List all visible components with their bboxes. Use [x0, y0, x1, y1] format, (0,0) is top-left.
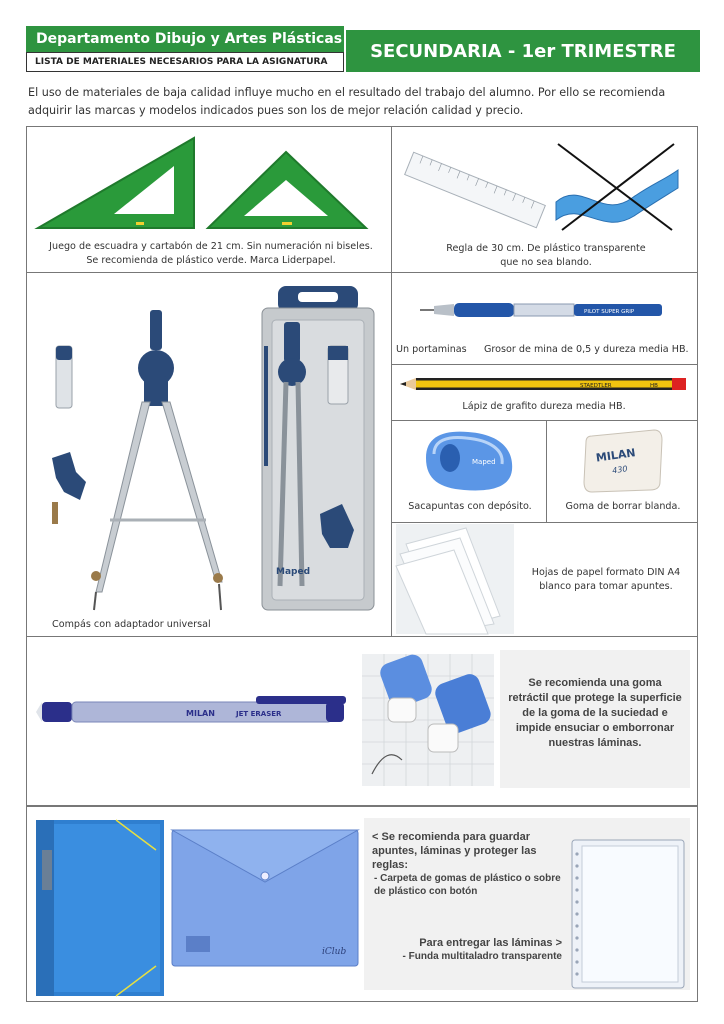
ruler-caption-line1: Regla de 30 cm. De plástico transparente	[446, 243, 646, 254]
button-envelope-image	[172, 830, 358, 966]
compass-caption: Compás con adaptador universal	[52, 619, 211, 630]
eraser-model-label: 430	[611, 464, 629, 476]
folders-recommend-title: < Se recomienda para guardar apuntes, láminas y proteger las reglas:	[372, 831, 537, 871]
list-title: LISTA DE MATERIALES NECESARIOS PARA LA ASIGNATURA	[26, 52, 344, 72]
level-banner: SECUNDARIA - 1er TRIMESTRE	[346, 30, 700, 72]
eraser-caption: Goma de borrar blanda.	[565, 501, 681, 512]
folders-deliver	[370, 936, 562, 963]
retractable-model-label: JET ERASER	[236, 710, 282, 718]
paper-caption	[518, 566, 694, 594]
portaminas-brand-label: PILOT SUPER GRIP	[584, 309, 635, 315]
intro-text: El uso de materiales de baja calidad influye mucho en el resultado del trabajo del alumno. Por ello se recomienda adquirir las marcas y modelos indicados pues son los de mejor relación calidad y precio.	[28, 86, 666, 117]
divider-vertical	[391, 126, 392, 636]
sharpener-image	[420, 428, 518, 494]
header-left	[26, 26, 344, 72]
retractable-brand-label: MILAN	[186, 709, 215, 718]
eraser-image	[582, 428, 664, 494]
retractable-eraser-image	[36, 692, 352, 732]
pencil-grade-label: HB	[650, 383, 658, 389]
ruler-image	[400, 150, 550, 240]
squares-caption	[36, 240, 386, 268]
divider-row3	[26, 636, 698, 637]
compass-image	[46, 306, 236, 616]
folders-recommend	[372, 830, 562, 898]
divider-eraser	[546, 420, 547, 522]
pencil-brand-label: STAEDTLER	[580, 383, 612, 389]
divider-pencil	[391, 420, 698, 421]
divider-row1	[26, 272, 698, 273]
triangle-square-image	[206, 150, 368, 230]
folders-recommend-item: - Carpeta de gomas de plástico o sobre de plástico con botón	[374, 873, 561, 897]
paper-sheets-image	[396, 524, 514, 634]
case-brand-label: Maped	[276, 567, 311, 577]
portaminas-label: Un portaminas	[396, 344, 467, 355]
portaminas-detail: Grosor de mina de 0,5 y dureza media HB.	[484, 344, 689, 355]
divider-sharpener	[391, 522, 698, 523]
ruler-caption-line2: que no sea blando.	[500, 257, 592, 268]
ruler-caption	[398, 242, 694, 270]
squares-caption-line1: Juego de escuadra y cartabón de 21 cm. Sin numeración ni biseles.	[49, 241, 373, 252]
paper-caption-line1: Hojas de papel formato DIN A4	[531, 567, 681, 578]
envelope-brand-label: iClub	[322, 947, 347, 957]
soft-ruler-crossed-image	[552, 140, 682, 235]
department-title: Departamento Dibujo y Artes Plásticas	[26, 26, 344, 52]
divider-portaminas	[391, 364, 698, 365]
pencil-caption: Lápiz de grafito dureza media HB.	[462, 401, 626, 412]
sharpener-brand-label: Maped	[472, 458, 496, 466]
compass-case-image	[258, 286, 378, 612]
retractable-text: Se recomienda una goma retráctil que protege la superficie de la goma de la suciedad e impide ensuciar o emborronar nuestras láminas.	[500, 650, 690, 788]
squares-caption-line2: Se recomienda de plástico verde. Marca Liderpapel.	[86, 255, 336, 266]
sharpener-caption: Sacapuntas con depósito.	[408, 501, 532, 512]
retractable-closeup-image	[362, 654, 494, 786]
pencil-image	[400, 376, 688, 392]
set-square-image	[36, 136, 196, 230]
folders-deliver-item: - Funda multitaladro transparente	[402, 951, 562, 962]
paper-caption-line2: blanco para tomar apuntes.	[539, 581, 673, 592]
eraser-brand-label: MILAN	[595, 446, 637, 465]
sheet-protector-image	[572, 840, 684, 988]
elastic-folder-image	[36, 820, 164, 996]
portaminas-image	[420, 298, 670, 322]
folders-deliver-title: Para entregar las láminas >	[419, 937, 562, 949]
